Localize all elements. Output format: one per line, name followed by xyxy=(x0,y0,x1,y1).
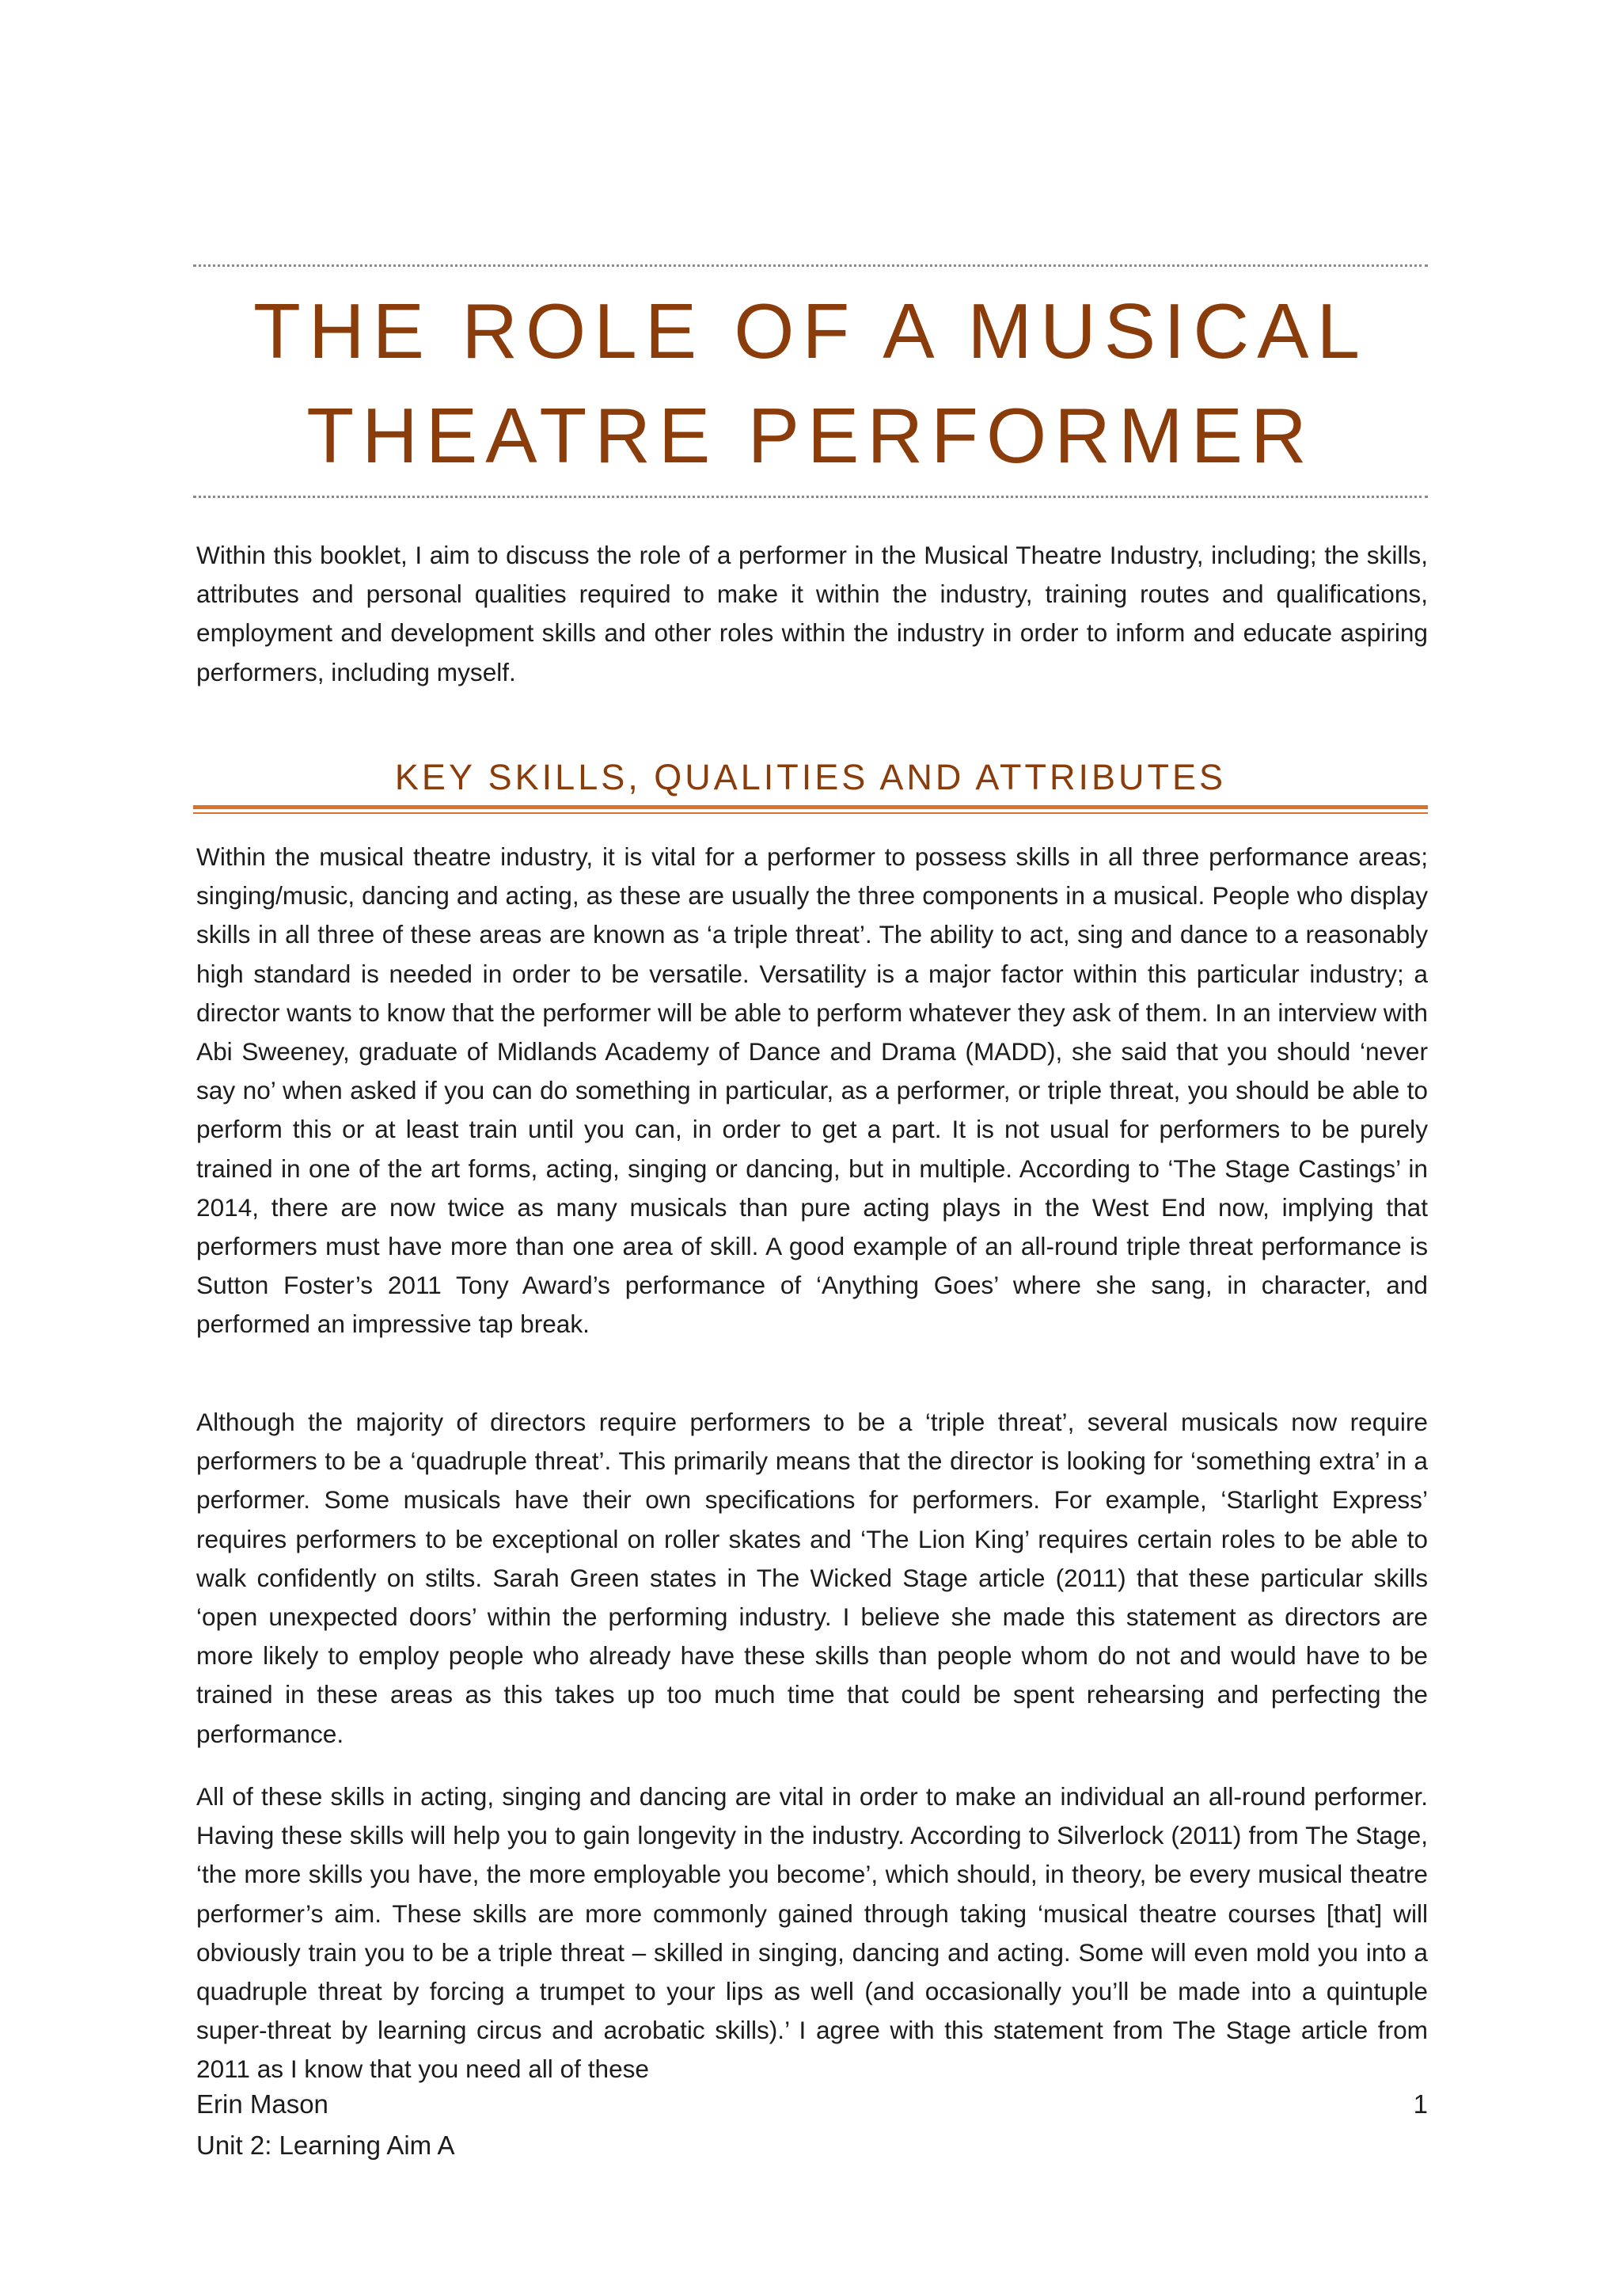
paragraph-text: Within the musical theatre industry, it is vital for a performer to possess skills in all three performance areas; singing/music, dancing and acting, as these are usually the three components in a musical. People who display skills in all three of these areas are known as ‘a triple threat’. The ability to act, sing and dance to a reasonably high standard is needed in order to be versatile. Versatility is a major factor within this particular industry; a director wants to know that the performer will be able to perform whatever they ask of them. In an interview with Abi Sweeney, graduate of Midlands Academy of Dance and Drama (MADD), she said that you should ‘never say no’ when asked if you can do something in particular, as a performer, or triple threat, you should be able to perform this or at least train until you can, in order to get a part. It is not usual for performers to be purely trained in one of the art forms, acting, singing or dancing, but in multiple. According to ‘The Stage Castings’ in 2014, there are now twice as many musicals than pure acting plays in the West End now, implying that performers must have more than one area of skill. A good example of an all-round triple threat performance is Sutton Foster’s 2011 Tony Award’s performance of ‘Anything Goes’ where she sang, in character, and performed an impressive tap break. xyxy=(196,842,1428,1339)
body-paragraph-1 xyxy=(196,838,1428,1344)
section-heading xyxy=(193,754,1428,801)
intro-paragraph xyxy=(196,536,1428,692)
document-title xyxy=(193,279,1428,488)
title-top-rule xyxy=(193,264,1428,267)
body-paragraph-3 xyxy=(196,1777,1428,2089)
footer-unit: Unit 2: Learning Aim A xyxy=(196,2131,455,2160)
title-line-2: THEATRE PERFORMER xyxy=(306,392,1315,479)
section-heading-rule xyxy=(193,805,1428,809)
title-line-1: THE ROLE OF A MUSICAL xyxy=(252,287,1369,374)
page-footer xyxy=(196,2084,455,2166)
intro-text: Within this booklet, I aim to discuss the role of a performer in the Musical Theatre Industry, including; the skills, attributes and personal qualities required to make it within the industry, training routes and qualifications, employment and development skills and other roles within the industry in order to inform and educate aspiring performers, including myself. xyxy=(196,541,1428,686)
body-paragraph-2 xyxy=(196,1403,1428,1754)
footer-author: Erin Mason xyxy=(196,2089,328,2119)
title-bottom-rule xyxy=(193,496,1428,498)
paragraph-text: All of these skills in acting, singing and dancing are vital in order to make an individual an all-round performer. Having these skills will help you to gain longevity in the industry. According to Silverlock (2011) from The Stage, ‘the more skills you have, the more employable you become’, which should, in theory, be every musical theatre performer’s aim. These skills are more commonly gained through taking ‘musical theatre courses [that] will obviously train you to be a triple threat – skilled in singing, dancing and acting. Some will even mold you into a quadruple threat by forcing a trumpet to your lips as well (and occasionally you’ll be made into a quintuple super-threat by learning circus and acrobatic skills).’ I agree with this statement from The Stage article from 2011 as I know that you need all of these xyxy=(196,1782,1428,2084)
page-number: 1 xyxy=(1413,2089,1428,2119)
section-heading-text: KEY SKILLS, QUALITIES AND ATTRIBUTES xyxy=(394,757,1227,797)
paragraph-text: Although the majority of directors require performers to be a ‘triple threat’, several musicals now require performers to be a ‘quadruple threat’. This primarily means that the director is looking for ‘something extra’ in a performer. Some musicals have their own specifications for performers. For example, ‘Starlight Express’ requires performers to be exceptional on roller skates and ‘The Lion King’ requires certain roles to be able to walk confidently on stilts. Sarah Green states in The Wicked Stage article (2011) that these particular skills ‘open unexpected doors’ within the performing industry. I believe she made this statement as directors are more likely to employ people who already have these skills than people whom do not and would have to be trained in these areas as this takes up too much time that could be spent rehearsing and perfecting the performance. xyxy=(196,1408,1428,1748)
section-heading-rule-thin xyxy=(193,812,1428,814)
